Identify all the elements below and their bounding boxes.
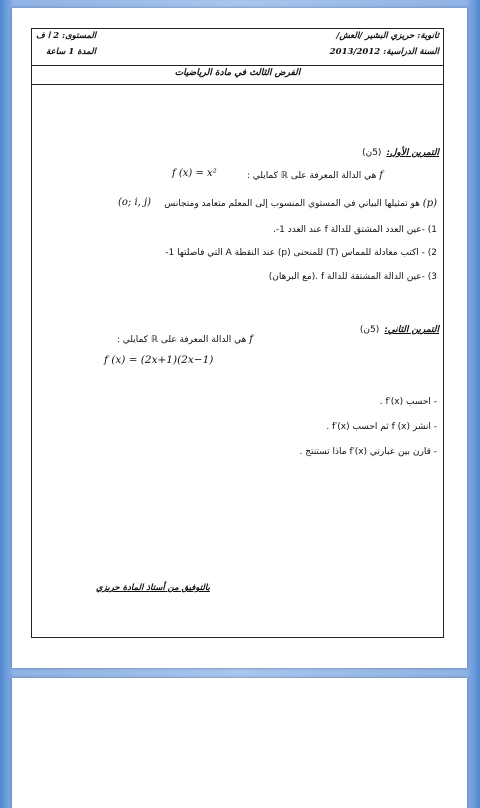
exercise2-question3: - قارن بين عبارتي f′(x) ماذا تستنتج . — [299, 447, 437, 457]
exercise2-definition: f هي الدالة المعرفة على ℝ كمايلي : — [116, 334, 253, 345]
exercise1-definition: f هي الدالة المعرفة على ℝ كمايلي : — [246, 170, 383, 181]
school-name: ثانوية: حريزي البشير /العش/ — [336, 31, 439, 41]
exam-frame — [31, 28, 444, 638]
teacher-signature: بالتوفيق من أستاذ المادة حريزي — [96, 583, 210, 593]
exercise1-question3: 3) -عين الدالة المشتقة للدالة f .(مع البرهان) — [268, 272, 437, 282]
blank-next-page — [12, 678, 467, 808]
exercise1-curve: (p) هو تمثيلها البياني في المستوي المنسوب إلى المعلم متعامد ومتجانس — [164, 198, 437, 209]
exercise1-heading: التمرين الأول: (5ن) — [362, 148, 439, 158]
school-year: السنة الدراسية: 2013/2012 — [329, 47, 439, 57]
exam-page — [12, 8, 467, 668]
exercise1-question2: 2) - اكتب معادلة للمماس (T) للمنحنى (p) عند النقطة A التي فاصلتها 1- — [165, 248, 437, 258]
exercise2-question1: - احسب f′(x) . — [379, 397, 437, 407]
duration: المدة 1 ساعة — [46, 47, 96, 57]
header-divider — [32, 65, 443, 66]
exam-title: الفرض الثالث في مادة الرياضيات — [174, 68, 301, 78]
exercise1-formula: f (x) = x² — [172, 168, 217, 179]
exercise1-question1: 1) -عين العدد المشتق للدالة f عند العدد 1-. — [273, 225, 437, 235]
title-divider — [32, 84, 443, 85]
exercise2-heading: التمرين الثاني: (5ن) — [359, 325, 439, 335]
level: المستوى: 2 ا ف — [36, 31, 97, 41]
frame-notation: (o; i, j) — [118, 197, 152, 208]
exercise2-question2: - انشر f (x) ثم احسب f′(x) . — [326, 422, 437, 432]
exercise2-formula: f (x) = (2x+1)(2x−1) — [104, 354, 214, 366]
